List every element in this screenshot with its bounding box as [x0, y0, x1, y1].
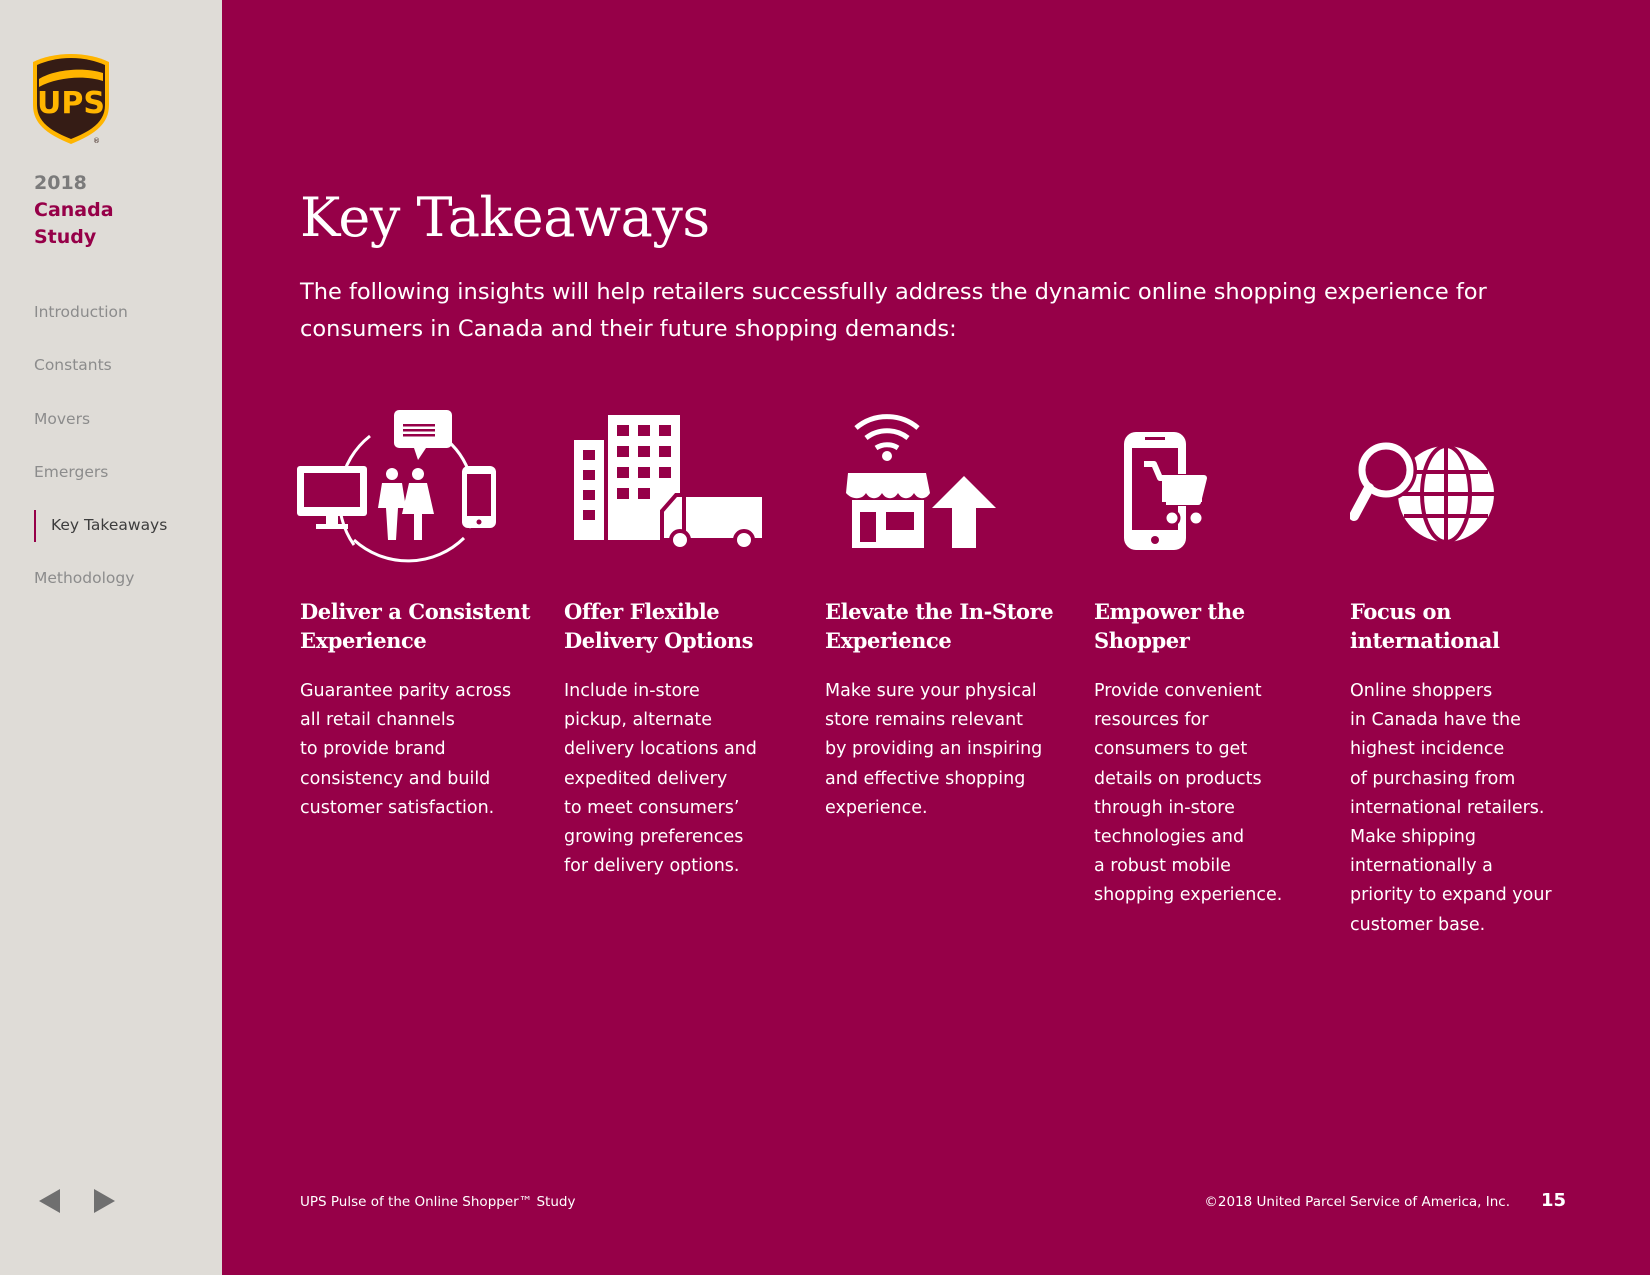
- page-arrows: [38, 1188, 118, 1214]
- delivery-truck-icon: [574, 415, 764, 550]
- next-page-icon[interactable]: [92, 1188, 116, 1214]
- page-title: Key Takeaways: [300, 186, 710, 249]
- section-nav: [34, 303, 167, 623]
- takeaway-body: Online shoppers in Canada have the highest incidence of purchasing from international retailers. Make shipping internationally a priority to expand your customer base.: [1350, 681, 1552, 935]
- nav-item-key-takeaways[interactable]: Key Takeaways: [34, 510, 167, 542]
- store-upgrade-icon: [844, 408, 1004, 553]
- study-title: [34, 170, 114, 251]
- footer-study-name: UPS Pulse of the Online Shopper™ Study: [300, 1194, 576, 1210]
- nav-item-constants[interactable]: Constants: [34, 356, 112, 375]
- main-content: [222, 0, 1650, 1275]
- study-line-1: Canada: [34, 199, 114, 221]
- study-year: 2018: [34, 172, 87, 194]
- takeaway-heading: Focus on international: [1350, 599, 1500, 653]
- takeaway-heading: Empower the Shopper: [1094, 599, 1245, 653]
- takeaway-body: Make sure your physical store remains relevant by providing an inspiring and effective shopping experience.: [825, 681, 1043, 818]
- takeaway-consistent-experience: [300, 597, 530, 823]
- takeaway-flexible-delivery: [564, 597, 757, 881]
- footer-copyright: ©2018 United Parcel Service of America, Inc.: [1204, 1194, 1510, 1210]
- ups-logo[interactable]: [31, 53, 111, 145]
- takeaway-heading: Deliver a Consistent Experience: [300, 599, 531, 653]
- takeaway-body: Guarantee parity across all retail channels to provide brand consistency and build customer satisfaction.: [300, 681, 512, 818]
- takeaway-in-store: [825, 597, 1053, 823]
- takeaway-heading: Elevate the In-Store Experience: [825, 599, 1054, 653]
- nav-item-emergers[interactable]: Emergers: [34, 462, 109, 481]
- takeaway-body: Include in-store pickup, alternate delivery locations and expedited delivery to meet consumers’ growing preferences for delivery options.: [564, 681, 757, 877]
- global-search-icon: [1350, 440, 1495, 545]
- previous-page-icon[interactable]: [38, 1188, 62, 1214]
- mobile-cart-icon: [1122, 430, 1232, 552]
- logo-text: UPS: [37, 86, 105, 121]
- sidebar: [0, 0, 222, 1275]
- intro-text: The following insights will help retailers successfully address the dynamic online shopping experience for consumers in Canada and their future shopping demands:: [300, 279, 1487, 342]
- nav-item-movers[interactable]: Movers: [34, 409, 91, 428]
- takeaway-international: [1350, 597, 1552, 940]
- study-line-2: Study: [34, 226, 97, 248]
- takeaway-empower-shopper: [1094, 597, 1282, 911]
- omnichannel-icon: [294, 408, 504, 573]
- page-number: 15: [1540, 1190, 1566, 1211]
- svg-text:®: ®: [93, 137, 100, 145]
- takeaway-body: Provide convenient resources for consumers to get details on products through in-store technologies and a robust mobile shopping experience.: [1094, 681, 1283, 906]
- nav-item-introduction[interactable]: Introduction: [34, 303, 128, 321]
- nav-item-methodology[interactable]: Methodology: [34, 569, 135, 588]
- takeaway-heading: Offer Flexible Delivery Options: [564, 599, 754, 653]
